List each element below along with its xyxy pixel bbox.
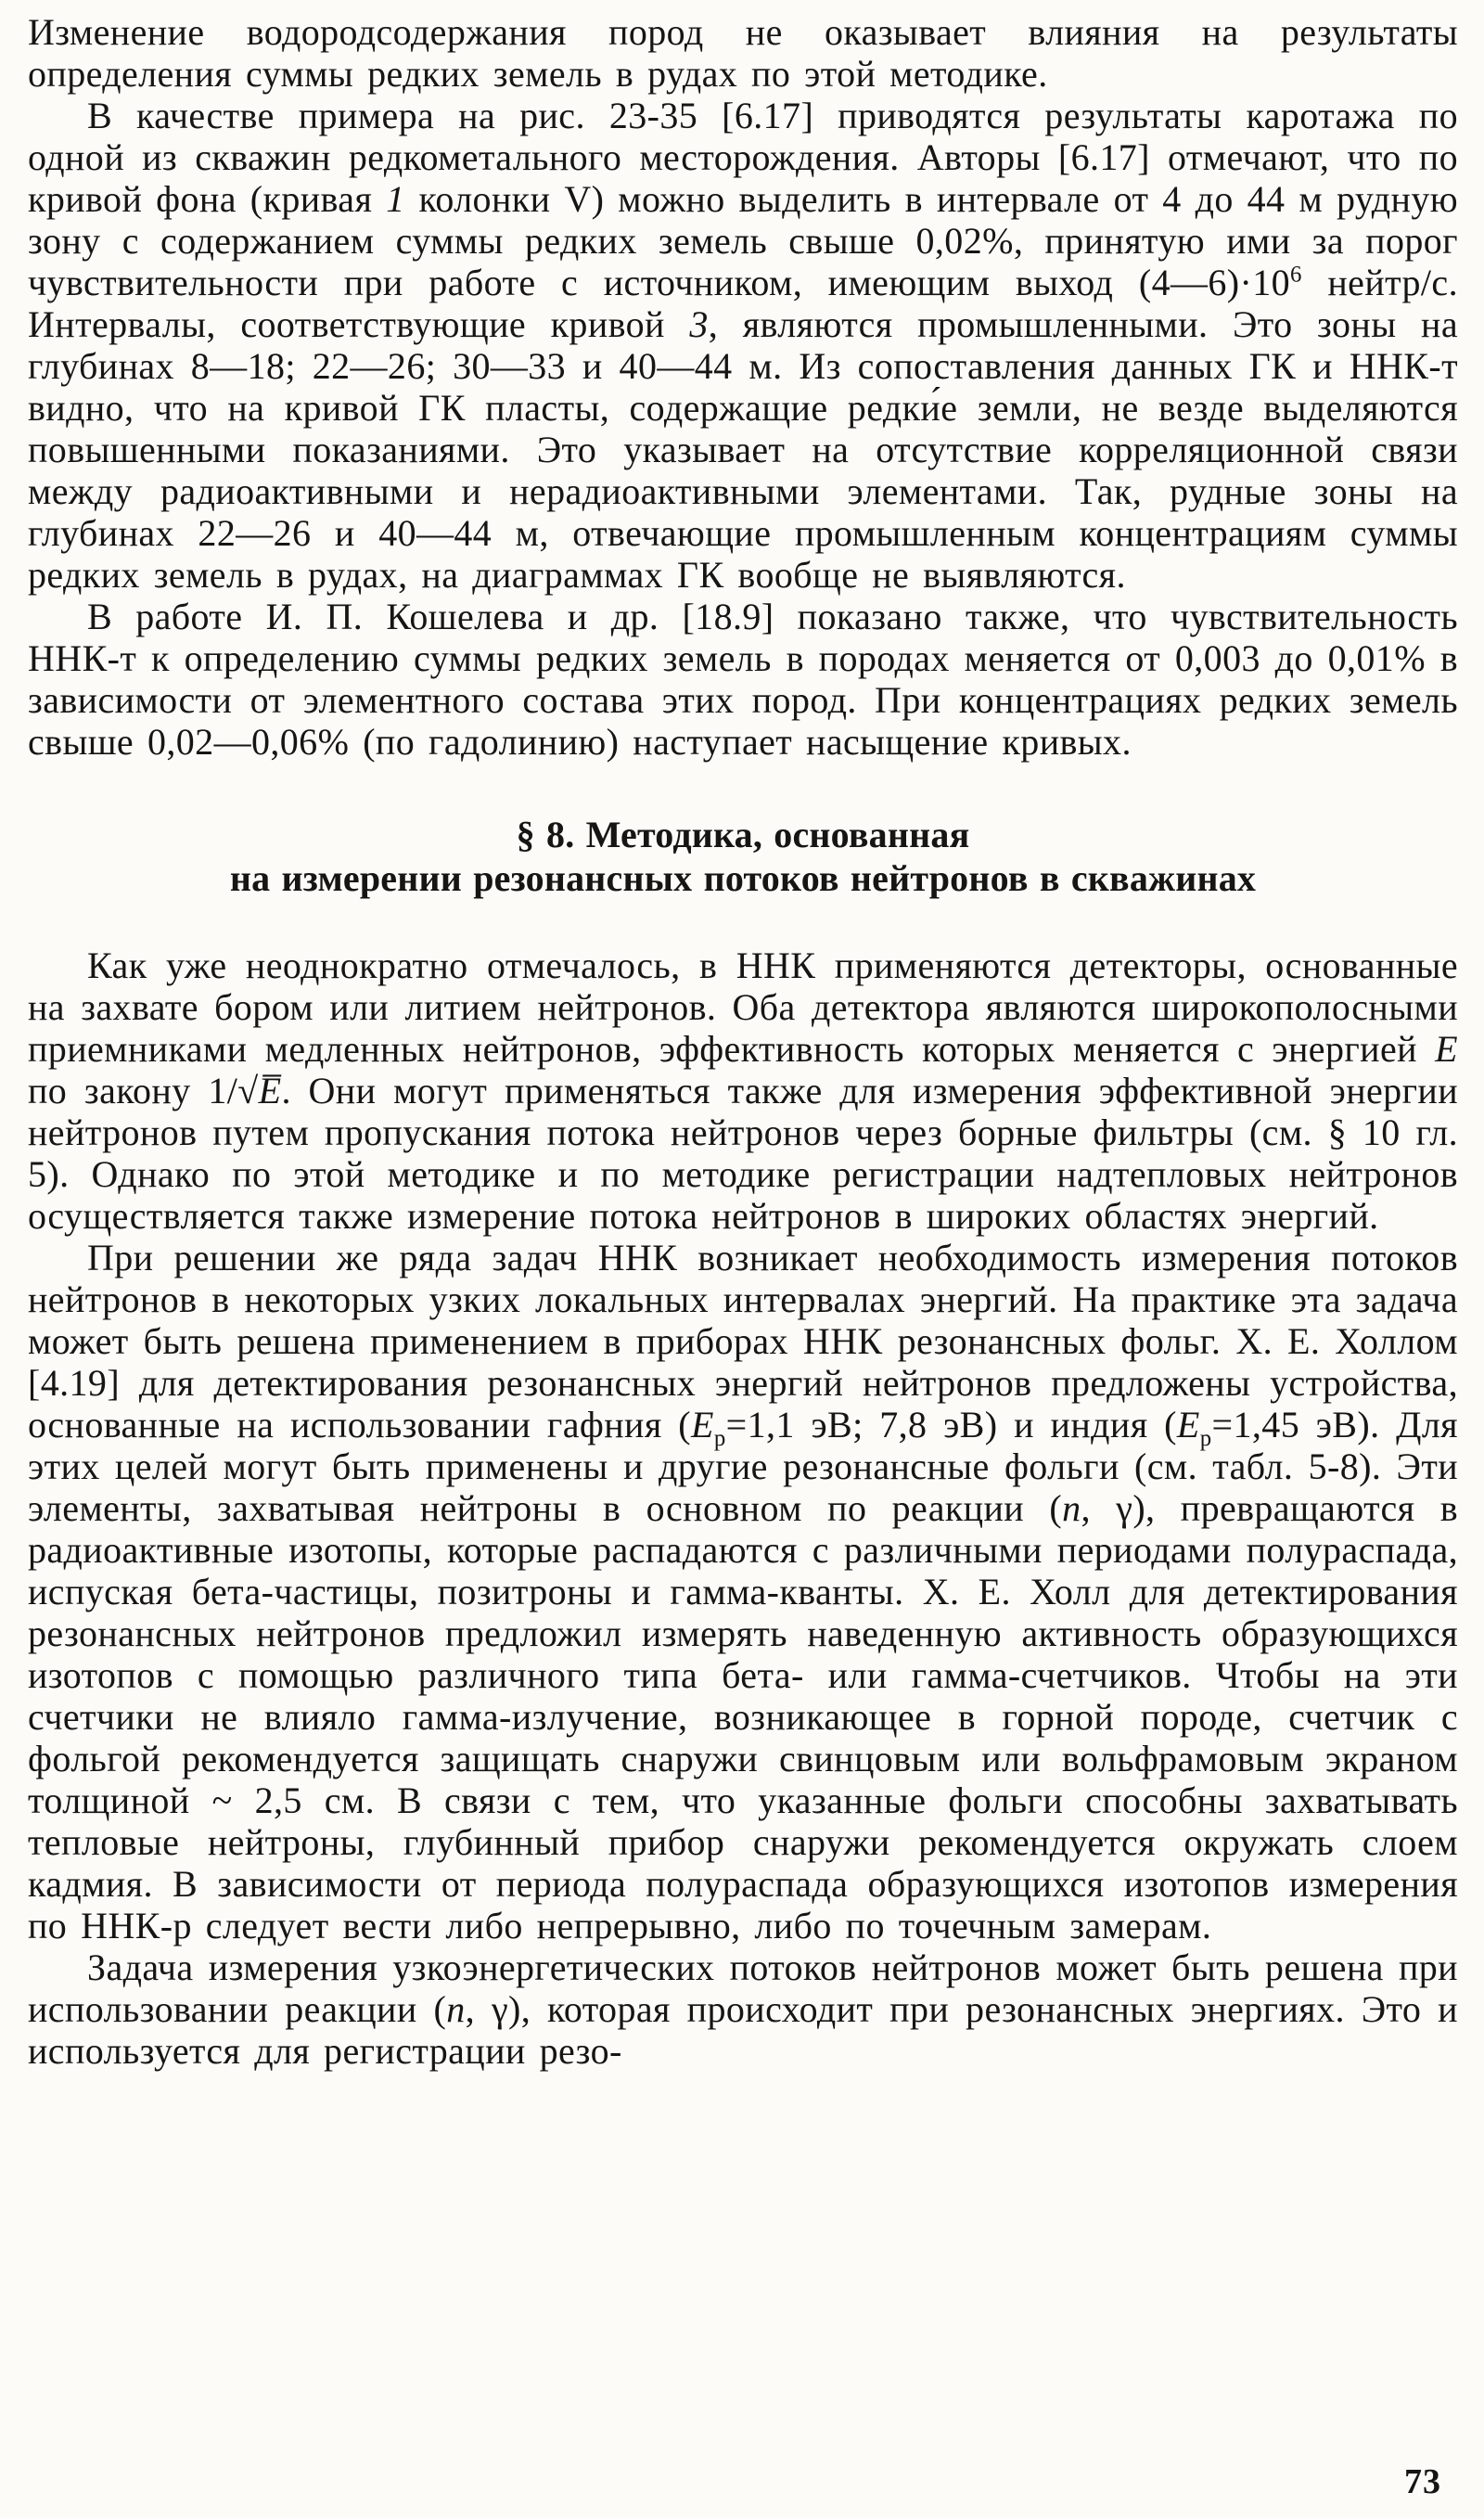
paragraph-detectors: Как уже неоднократно отмечалось, в ННК применяются детекторы, основанные на захвате бором или литием нейтронов. Оба детектора являются широкополосными приемниками медленных нейтронов, эффективность которых меняется с энергией E по закону 1/√E̅. Они могут применяться также для измерения эффективной энергии нейтронов путем пропускания потока нейтронов через борные фильтры (см. § 10 гл. 5). Однако по этой методике и по методике регистрации надтепловых нейтронов осуществляется также измерение потока нейтронов в широких областях энергий. [28, 944, 1458, 1237]
paragraph-logging-example: В качестве примера на рис. 23-35 [6.17] приводятся результаты каротажа по одной из скважин редкометального месторождения. Авторы [6.17] отмечают, что по кривой фона (кривая 1 колонки V) можно выделить в интервале от 4 до 44 м рудную зону с содержанием суммы редких земель свыше 0,02%, принятую ими за порог чувствительности при работе с источником, имеющим выход $(4—6)\cdot 10^6$ нейтр/с. Интервалы, соответствующие кривой 3, являются промышленными. Это зоны на глубинах 8—18; 22—26; 30—33 и 40—44 м. Из сопоставления данных ГК и ННК-т видно, что на кривой ГК пласты, содержащие редки́е земли, не везде выделяются повышенными показаниями. Это указывает на отсутствие корреляционной связи между радиоактивными и нерадиоактивными элементами. Так, рудные зоны на глубинах 22—26 и 40—44 м, отвечающие промышленным концентрациям суммы редких земель в рудах, на диаграммах ГК вообще не выявляются. [28, 95, 1459, 596]
paragraph-narrow-energy: Задача измерения узкоэнергетических потоков нейтронов может быть решена при использовании реакции (n, γ), которая происходит при резонансных энергиях. Это и используется для регистрации резо- [28, 1946, 1458, 2072]
page-number: 73 [1404, 2462, 1441, 2501]
paragraph-resonance-foils: При решении же ряда задач ННК возникает необходимость измерения потоков нейтронов в некоторых узких локальных интервалах энергий. На практике эта задача может быть решена применением в приборах ННК резонансных фольг. Х. Е. Холлом [4.19] для детектирования резонансных энергий нейтронов предложены устройства, основанные на использовании гафния ($E_р=1,1$ эВ; 7,8 эВ) и индия ($E_р=1,45$ эВ). Для этих целей могут быть применены и другие резонансные фольги (см. табл. 5-8). Эти элементы, захватывая нейтроны в основном по реакции (n, γ), превращаются в радиоактивные изотопы, которые распадаются с различными периодами полураспада, испуская бета-частицы, позитроны и гамма-кванты. Х. Е. Холл для детектирования резонансных нейтронов предложил измерять наведенную активность образующихся изотопов с помощью различного типа бета- или гамма-счетчиков. Чтобы на эти счетчики не влияло гамма-излучение, возникающее в горной породе, счетчик с фольгой рекомендуется защищать снаружи свинцовым или вольфрамовым экраном толщиной ~ 2,5 см. В связи с тем, что указанные фольги способны захватывать тепловые нейтроны, глубинный прибор снаружи рекомендуется окружать слоем кадмия. В зависимости от периода полураспада образующихся изотопов измерения по ННК-р следует вести либо непрерывно, либо по точечным замерам. [28, 1237, 1458, 1946]
paragraph-sensitivity: В работе И. П. Кошелева и др. [18.9] показано также, что чувствительность ННК-т к определению суммы редких земель в породах меняется от 0,003 до 0,01% в зависимости от элементного состава этих пород. При концентрациях редких земель свыше 0,02—0,06% (по гадолинию) наступает насыщение кривых. [28, 596, 1458, 763]
section-heading-line-2: на измерении резонансных потоков нейтронов в скважинах [229, 857, 1257, 899]
section-heading-line-1: § 8. Методика, основанная [516, 814, 970, 855]
page-text [28, 11, 1458, 2072]
section-heading [28, 813, 1458, 900]
paragraph-continuation: Изменение водородсодержания пород не оказывает влияния на результаты определения суммы редких земель в рудах по этой методике. [28, 11, 1458, 95]
